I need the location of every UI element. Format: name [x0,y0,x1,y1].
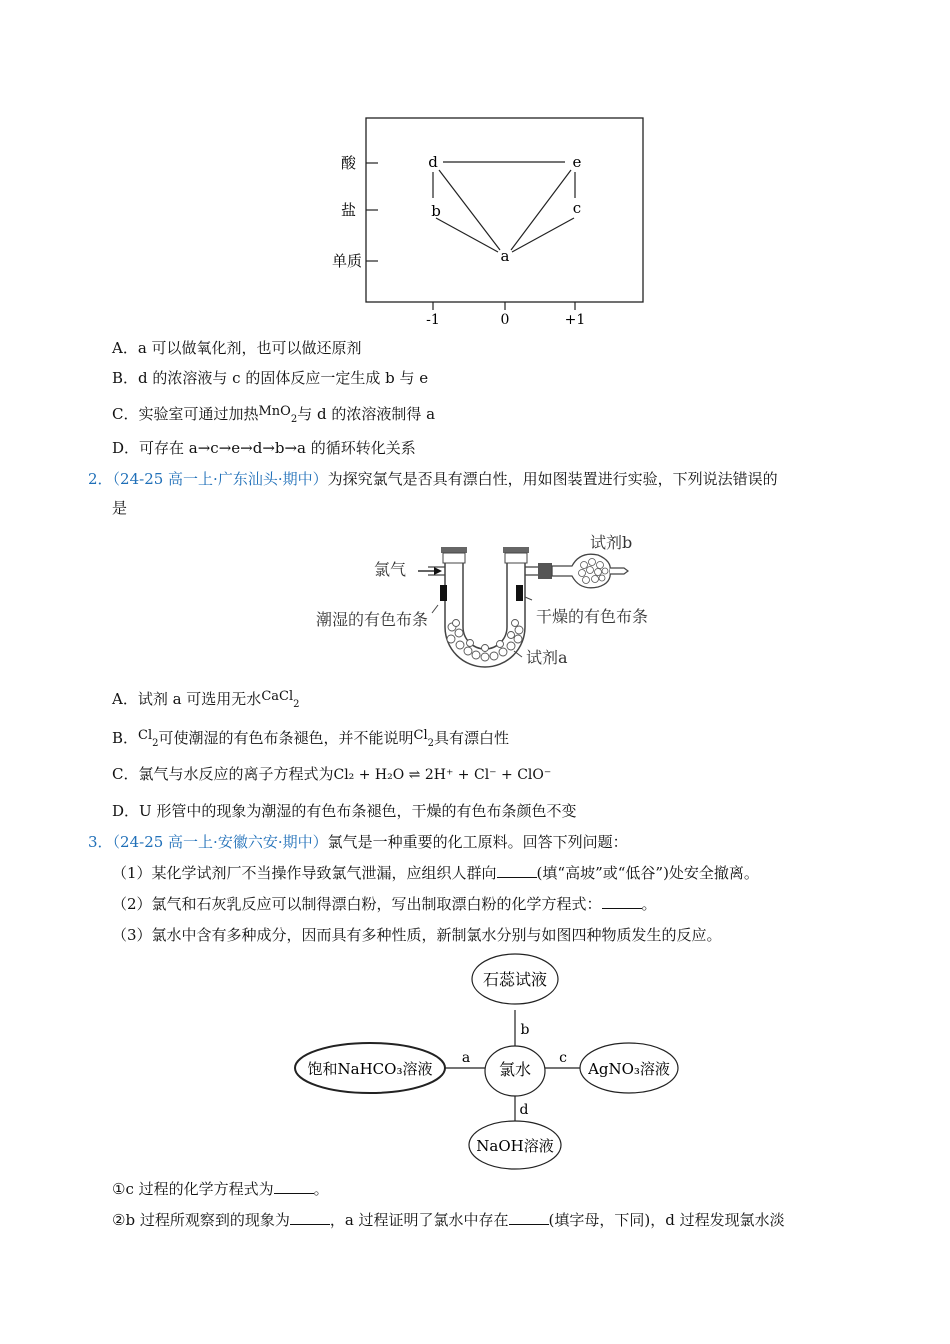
drying-tube-stopper [538,563,552,579]
label-dry-strip: 干燥的有色布条 [536,607,649,626]
q2-stem-line1 [88,468,778,490]
line-e-a [511,170,571,250]
q3-sub2-blank2[interactable] [509,1210,549,1225]
valence-chart [320,110,660,330]
q2-option-a-sub: 2 [293,699,300,710]
q3-sub2 [112,1209,785,1231]
q3-part1-pre: （1）某化学试剂厂不当操作导致氯气泄漏，应组织人群向 [112,864,497,882]
wet-strip-block [440,585,447,601]
q3-part2-pre: （2）氯气和石灰乳反应可以制得漂白粉，写出制取漂白粉的化学方程式： [112,895,602,913]
y-label-acid: 酸 [340,154,356,172]
q1-option-d[interactable]: D．可存在 a→c→e→d→b→a 的循环转化关系 [112,439,416,457]
q2-option-b-chem1: Cl [138,728,153,743]
chlorine-water-diagram [290,952,690,1170]
right-stopper [505,553,527,563]
q2-option-c-pre: C．氯气与水反应的离子方程式为 [112,765,334,783]
y-label-salt: 盐 [340,201,356,219]
q1-option-c-pre: C．实验室可通过加热 [112,405,259,423]
wet-strip-pointer [432,605,438,613]
q3-stem-text: 氯气是一种重要的化工原料。回答下列问题： [327,833,628,851]
q3-sub1-blank[interactable] [274,1179,314,1194]
q2-option-a-chem: CaCl [261,689,294,704]
q2-option-d[interactable]: D．U 形管中的现象为潮湿的有色布条褪色，干燥的有色布条颜色不变 [112,802,577,820]
q3-stem [88,831,628,853]
label-reagent-b: 试剂b [590,533,633,552]
label-naoh: NaOH溶液 [476,1137,554,1155]
q3-part1-post: (填“高坡”或“低谷”)处安全撤离。 [536,864,759,882]
q2-option-b-chem2: Cl [413,728,428,743]
dry-strip-pointer [525,597,532,600]
q2-option-b-pre: B． [112,729,139,747]
label-chlorine-water: 氯水 [498,1060,532,1079]
q1-option-a[interactable]: A．a 可以做氧化剂，也可以做还原剂 [112,339,362,357]
right-stopper-top [503,547,529,553]
label-litmus: 石蕊试液 [482,970,548,989]
q3-sub2-pre: ②b 过程所观察到的现象为 [112,1211,290,1229]
reagent-a-granules [447,620,523,662]
drying-tube-tip [610,568,628,574]
q2-option-b-sub2: 2 [427,738,435,749]
x-label-pos1: +1 [564,312,586,328]
q3-sub1 [112,1178,329,1200]
edge-label-c: c [559,1050,567,1066]
y-label-element: 单质 [331,252,362,270]
q3-part1 [112,862,759,884]
q3-part2-post: 。 [641,895,657,913]
x-label-neg1: -1 [426,312,440,328]
q3-sub2-blank1[interactable] [290,1210,330,1225]
q2-option-b-post: 具有漂白性 [434,729,510,747]
q2-option-b-mid: 可使潮湿的有色布条褪色，并不能说明 [158,729,414,747]
q2-option-a-pre: A．试剂 a 可选用无水 [112,690,262,708]
q3-part3: （3）氯水中含有多种成分，因而具有多种性质，新制氯水分别与如图四种物质发生的反应。 [112,926,722,944]
chart-frame [366,118,643,302]
q1-option-c[interactable] [112,401,435,431]
point-c: c [572,199,582,217]
q3-sub1-pre: ①c 过程的化学方程式为 [112,1180,274,1198]
q1-option-c-chem: MnO [258,404,291,419]
x-label-0: 0 [500,312,510,328]
inlet-arrowhead [434,567,442,575]
line-d-a [439,170,500,250]
line-c-a [512,218,574,252]
u-tube-inner [463,563,507,649]
q3-part2 [112,893,657,915]
edge-label-d: d [519,1102,529,1118]
q3-number: 3． [88,833,113,851]
point-e: e [572,153,582,171]
q1-option-b[interactable]: B．d 的浓溶液与 c 的固体反应一定生成 b 与 e [112,369,429,387]
q3-source: （24-25 高一上·安徽六安·期中） [112,833,328,851]
q2-option-b[interactable] [112,725,509,755]
q2-option-b-sub1: 2 [152,738,159,749]
q2-number: 2． [88,470,113,488]
label-agno3: AgNO₃溶液 [588,1060,670,1078]
edge-label-b: b [520,1022,530,1038]
q2-stem: 为探究氯气是否具有漂白性，用如图装置进行实验，下列说法错误的 [327,470,778,488]
q2-option-c-equation: Cl₂ + H₂O ⇌ 2H⁺ + Cl⁻ + ClO⁻ [333,767,552,783]
left-stopper [443,553,465,563]
point-a: a [500,247,510,265]
label-nahco3: 饱和NaHCO₃溶液 [307,1060,433,1078]
label-chlorine: 氯气 [374,560,407,579]
q1-option-c-sub: 2 [290,414,298,425]
q2-stem-line2: 是 [112,499,128,517]
q1-option-c-post: 与 d 的浓溶液制得 a [297,405,436,423]
q3-sub1-post: 。 [313,1180,329,1198]
u-tube-apparatus [310,527,680,672]
edge-label-a: a [461,1050,471,1066]
label-wet-strip: 潮湿的有色布条 [316,610,429,629]
left-stopper-top [441,547,467,553]
q3-part2-blank[interactable] [602,894,642,909]
point-b: b [431,202,441,220]
q2-source: （24-25 高一上·广东汕头·期中） [112,470,328,488]
label-reagent-a: 试剂a [526,648,568,667]
q3-part1-blank[interactable] [497,863,537,878]
q3-sub2-post: (填字母，下同)，d 过程发现氯水淡 [548,1211,785,1229]
dry-strip-block [516,585,523,601]
q2-option-a[interactable] [112,686,300,716]
point-d: d [428,153,438,171]
q3-sub2-mid: ，a 过程证明了氯水中存在 [329,1211,509,1229]
q2-option-c[interactable] [112,763,551,786]
